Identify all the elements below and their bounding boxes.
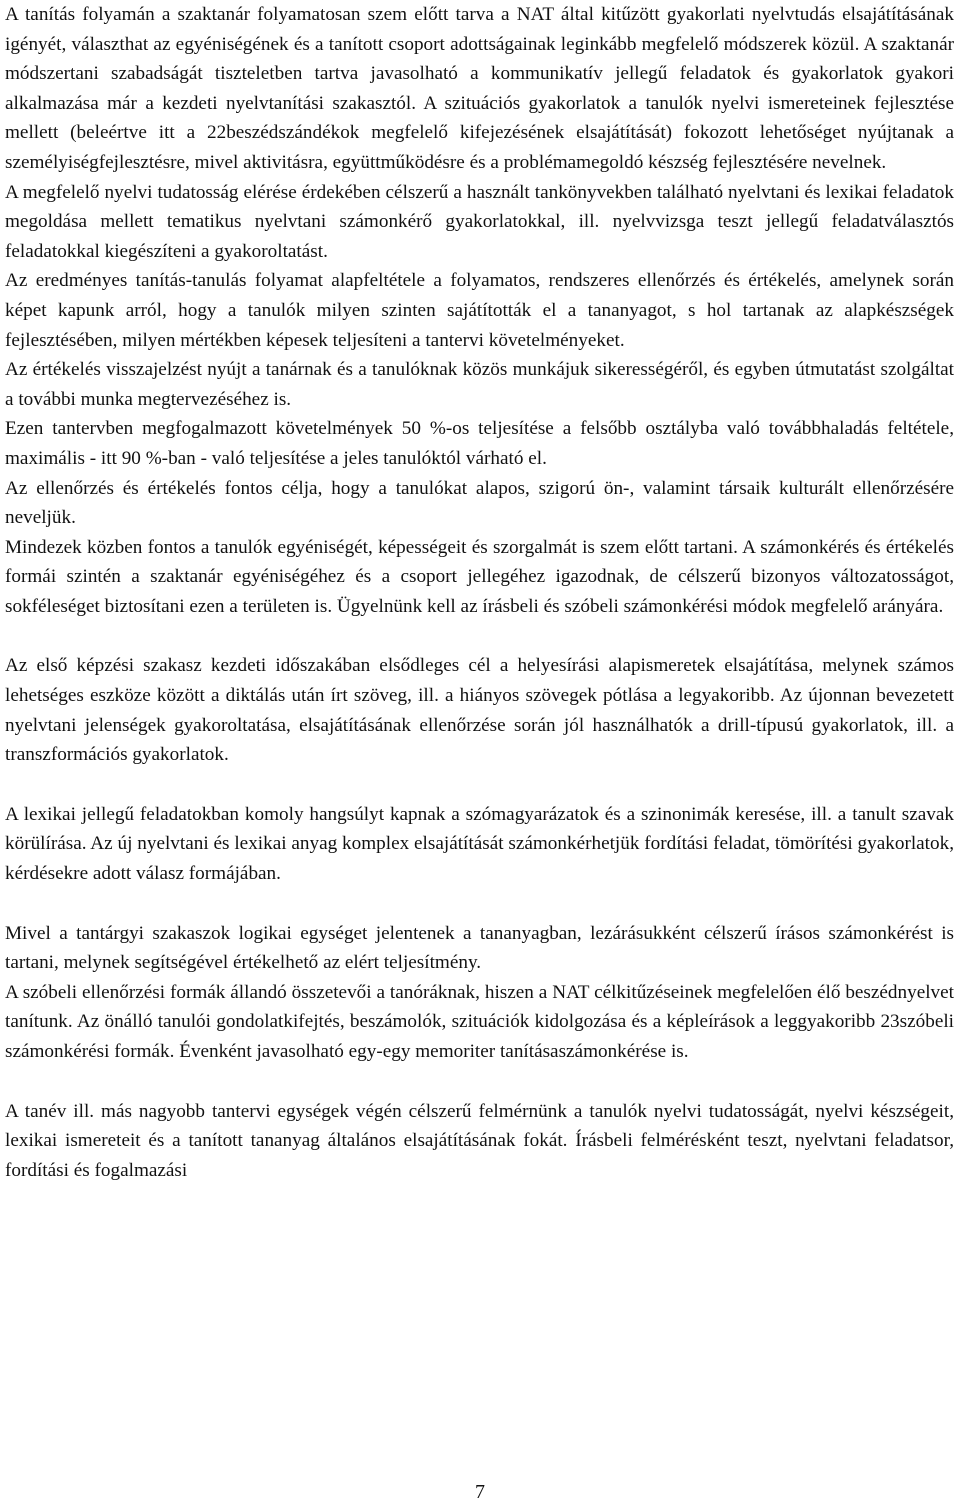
- paragraph-lexical-tasks: A lexikai jellegű feladatokban komoly hangsúlyt kapnak a szómagyarázatok és a szinonimák keresése, ill. a tanult szavak körülírása. Az új nyelvtani és lexikai anyag komplex elsajátítását számonkérhetjük fordítási feladat, tömörítési gyakorlatok, kérdésekre adott válasz formájában.: [5, 803, 954, 885]
- paragraph-requirements: Ezen tantervben megfogalmazott követelmények 50 %-os teljesítése a felsőbb osztályba való továbbhaladás feltétele, maximális - itt 90 %-ban - való teljesítése a jeles tanulóktól várható el.: [5, 418, 954, 469]
- paragraph-oral-assessment: A szóbeli ellenőrzési formák állandó összetevői a tanóráknak, hiszen a NAT célkitűzéseinek megfelelően élő beszédnyelvet tanítunk. Az önálló tanulói gondolatkifejtés, beszámolók, szituációk kidolgozása és a képleírások a leggyakoribb 23szóbeli számonkérési formák. Évenként javasolható egy-egy memoriter tanításaszámonkérése is.: [5, 981, 954, 1062]
- paragraph-year-end-survey: A tanév ill. más nagyobb tantervi egységek végén célszerű felmérnünk a tanulók nyelvi tudatosságát, nyelvi készségeit, lexikai ismereteit és a tanított tananyag általános elsajátításának fokát. Írásbeli felmérésként teszt, nyelvtani feladatsor, fordítási és fogalmazási: [5, 1100, 954, 1181]
- paragraph-first-stage: Az első képzési szakasz kezdeti időszakában elsődleges cél a helyesírási alapismeretek elsajátítása, melynek számos lehetséges eszköze között a diktálás után írt szöveg, ill. a hiányos szövegek pótlása a legyakoribb. Az újonnan bevezetett nyelvtani jelenségek gyakoroltatása, elsajátításának ellenőrzése során jól használhatók a drill-típusú gyakorlatok, ill. a transzformációs gyakorlatok.: [5, 655, 954, 766]
- paragraph-method-choice: A tanítás folyamán a szaktanár folyamatosan szem előtt tarva a NAT által kitűzött gyakorlati nyelvtudás elsajátításának igényét, választhat az egyéniségének és a tanított csoport adottságainak leginkább megfelelő módszerek közül. A szaktanár módszertani szabadságát tiszteletben tartva javasolható a kommunikatív jellegű feladatok és gyakorlatok gyakori alkalmazása már a kezdeti nyelvtanítási szakasztól. A szituációs gyakorlatok a tanulók nyelvi ismereteinek fejlesztése mellett (beleértve itt a 22beszédszándékok megfelelő kifejezésének elsajátítását) fokozott lehetőséget nyújtanak a személyiségfejlesztésre, mivel aktivitásra, együttműködésre és a problémamegoldó készség fejlesztésére nevelnek.: [5, 4, 954, 173]
- paragraph-assessment-forms: Mindezek közben fontos a tanulók egyéniségét, képességeit és szorgalmát is szem előtt tartani. A számonkérés és értékelés formái szintén a szaktanár egyéniségéhez és a csoport jellegéhez igazodnak, de célszerű bizonyos változatosságot, sokféleséget biztosítani ezen a területen is. Ügyelnünk kell az írásbeli és szóbeli számonkérési módok megfelelő arányára.: [5, 536, 954, 617]
- paragraph-assessment-basis: Az eredményes tanítás-tanulás folyamat alapfeltétele a folyamatos, rendszeres ellenőrzés és értékelés, amelynek során képet kapunk arról, hogy a tanulók milyen szinten sajátították el a tananyagot, s hol tartanak az alapkészségek fejlesztésében, milyen mértékben képesek teljesíteni a tantervi követelményeket.: [5, 270, 954, 351]
- paragraph-written-tests: Mivel a tantárgyi szakaszok logikai egységet jelentenek a tananyagban, lezárásukként célszerű írásos számonkérést is tartani, melynek segítségével értékelhető az elért teljesítmény.: [5, 922, 954, 974]
- paragraph-assessment-feedback: Az értékelés visszajelzést nyújt a tanárnak és a tanulóknak közös munkájuk sikerességéről, és egyben útmutatást szolgáltat a további munka megtervezéséhez is.: [5, 359, 954, 410]
- paragraph-assessment-goal: Az ellenőrzés és értékelés fontos célja, hogy a tanulókat alapos, szigorú ön-, valamint társaik kulturált ellenőrzésére neveljük.: [5, 477, 954, 529]
- page-number: 7: [475, 1481, 485, 1503]
- paragraph-language-awareness: A megfelelő nyelvi tudatosság elérése érdekében célszerű a használt tankönyvekben található nyelvtani és lexikai feladatok megoldása mellett tematikus nyelvtani számonkérő gyakorlatokkal, ill. nyelvvizsga teszt jellegű feladatválasztós feladatokkal kiegészíteni a gyakoroltatást.: [5, 181, 954, 262]
